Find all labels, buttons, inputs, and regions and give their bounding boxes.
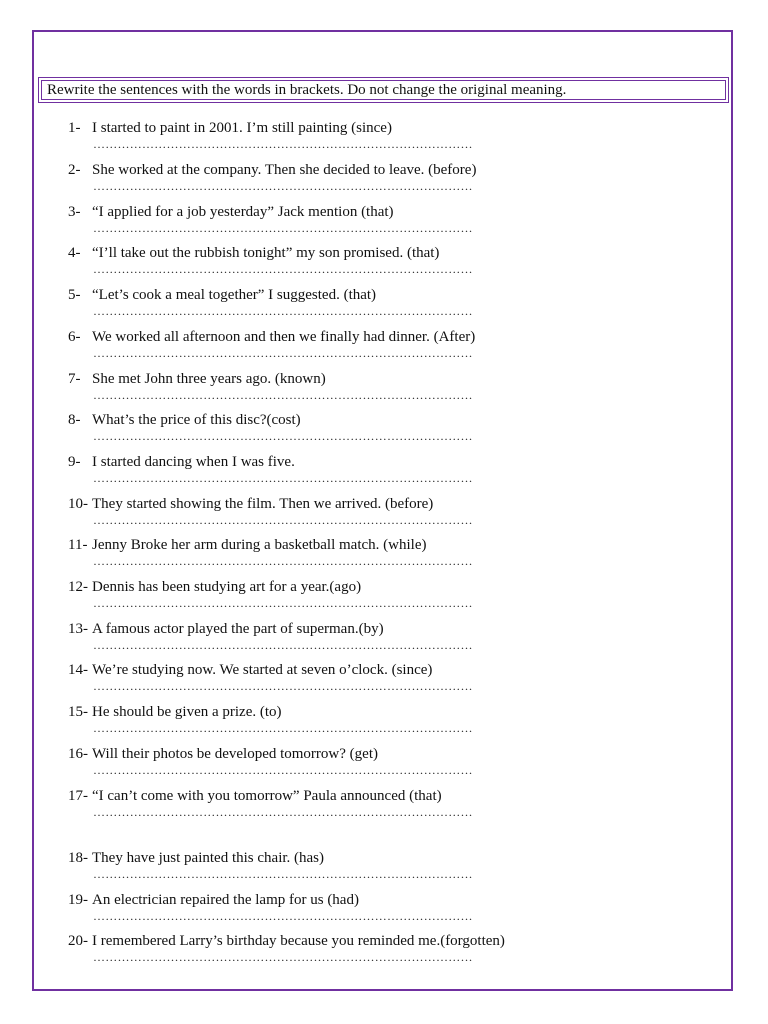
exercise-number: 16- [68,746,88,762]
exercise-item [68,160,588,202]
exercise-number: 8- [68,412,81,428]
answer-line[interactable]: ………………………………………………………………………………… [93,867,473,881]
exercise-sentence: I started to paint in 2001. I’m still painting (since) [92,120,392,136]
exercise-prompt [68,535,426,555]
exercise-item [68,118,588,160]
answer-line[interactable]: ………………………………………………………………………………… [93,638,473,652]
exercise-sentence: I started dancing when I was five. [92,454,295,470]
exercise-sentence: I remembered Larry’s birthday because you reminded me.(forgotten) [92,933,505,949]
answer-line[interactable]: ………………………………………………………………………………… [93,679,473,693]
exercise-sentence: We’re studying now. We started at seven o’clock. (since) [92,662,433,678]
exercise-item [68,890,588,932]
exercise-number: 6- [68,329,81,345]
answer-line[interactable]: ………………………………………………………………………………… [93,304,473,318]
exercise-prompt [68,494,433,514]
exercise-prompt [68,744,378,764]
exercise-prompt [68,786,442,806]
answer-line[interactable]: ………………………………………………………………………………… [93,471,473,485]
exercise-item [68,744,588,786]
exercise-sentence: “I can’t come with you tomorrow” Paula announced (that) [92,788,442,804]
exercise-prompt [68,931,505,951]
answer-line[interactable]: ………………………………………………………………………………… [93,221,473,235]
exercise-item [68,327,588,369]
exercise-prompt [68,327,475,347]
exercise-item [68,369,588,411]
exercise-item [68,619,588,661]
answer-line[interactable]: ………………………………………………………………………………… [93,950,473,964]
exercise-sentence: Dennis has been studying art for a year.(ago) [92,579,362,595]
exercise-sentence: “I’ll take out the rubbish tonight” my son promised. (that) [92,245,440,261]
exercise-item [68,931,588,973]
exercise-number: 2- [68,162,81,178]
answer-line[interactable]: ………………………………………………………………………………… [93,388,473,402]
exercise-item [68,452,588,494]
exercise-number: 4- [68,245,81,261]
exercise-sentence: They started showing the film. Then we arrived. (before) [92,496,434,512]
exercise-prompt [68,410,301,430]
answer-line[interactable]: ………………………………………………………………………………… [93,262,473,276]
answer-line[interactable]: ………………………………………………………………………………… [93,513,473,527]
exercise-item [68,660,588,702]
exercise-sentence: They have just painted this chair. (has) [92,850,325,866]
answer-line[interactable]: ………………………………………………………………………………… [93,137,473,151]
exercise-number: 15- [68,704,88,720]
answer-line[interactable]: ………………………………………………………………………………… [93,596,473,610]
exercise-prompt [68,660,432,680]
exercise-number: 7- [68,371,81,387]
exercise-prompt [68,702,282,722]
exercise-sentence: An electrician repaired the lamp for us (had) [92,892,359,908]
exercise-sentence: “I applied for a job yesterday” Jack mention (that) [92,204,394,220]
exercise-item [68,243,588,285]
exercise-prompt [68,452,295,472]
exercise-prompt [68,285,376,305]
exercise-number: 17- [68,788,88,804]
exercise-sentence: She worked at the company. Then she decided to leave. (before) [92,162,477,178]
answer-line[interactable]: ………………………………………………………………………………… [93,763,473,777]
exercise-prompt [68,890,359,910]
instruction-text: Rewrite the sentences with the words in brackets. Do not change the original meaning. [41,80,726,100]
exercise-sentence: A famous actor played the part of superman.(by) [92,621,384,637]
exercise-item [68,786,588,828]
exercise-item [68,535,588,577]
exercise-prompt [68,619,384,639]
exercise-item [68,848,588,890]
exercise-sentence: Will their photos be developed tomorrow? (get) [92,746,378,762]
answer-line[interactable]: ………………………………………………………………………………… [93,429,473,443]
exercise-item [68,202,588,244]
exercise-prompt [68,202,394,222]
exercise-number: 20- [68,933,88,949]
answer-line[interactable]: ………………………………………………………………………………… [93,554,473,568]
exercise-number: 10- [68,496,88,512]
exercise-sentence: She met John three years ago. (known) [92,371,326,387]
exercise-number: 14- [68,662,88,678]
exercise-sentence: He should be given a prize. (to) [92,704,282,720]
exercise-sentence: We worked all afternoon and then we finally had dinner. (After) [92,329,476,345]
exercise-prompt [68,369,326,389]
exercise-prompt [68,577,361,597]
exercise-number: 12- [68,579,88,595]
answer-line[interactable]: ………………………………………………………………………………… [93,346,473,360]
exercise-number: 5- [68,287,81,303]
exercise-item [68,702,588,744]
answer-line[interactable]: ………………………………………………………………………………… [93,909,473,923]
exercise-item [68,577,588,619]
answer-line[interactable]: ………………………………………………………………………………… [93,721,473,735]
exercise-sentence: What’s the price of this disc?(cost) [92,412,301,428]
exercise-number: 19- [68,892,88,908]
exercise-number: 18- [68,850,88,866]
exercise-number: 13- [68,621,88,637]
exercise-prompt [68,848,324,868]
exercise-item [68,285,588,327]
exercise-sentence: “Let’s cook a meal together” I suggested. (that) [92,287,377,303]
exercise-number: 9- [68,454,81,470]
answer-line[interactable]: ………………………………………………………………………………… [93,805,473,819]
answer-line[interactable]: ………………………………………………………………………………… [93,179,473,193]
exercise-prompt [68,160,476,180]
exercise-number: 11- [68,537,88,553]
exercise-number: 3- [68,204,81,220]
exercise-item [68,410,588,452]
exercise-sentence: Jenny Broke her arm during a basketball match. (while) [92,537,427,553]
exercise-number: 1- [68,120,81,136]
exercise-prompt [68,118,392,138]
exercise-prompt [68,243,439,263]
exercise-item [68,494,588,536]
